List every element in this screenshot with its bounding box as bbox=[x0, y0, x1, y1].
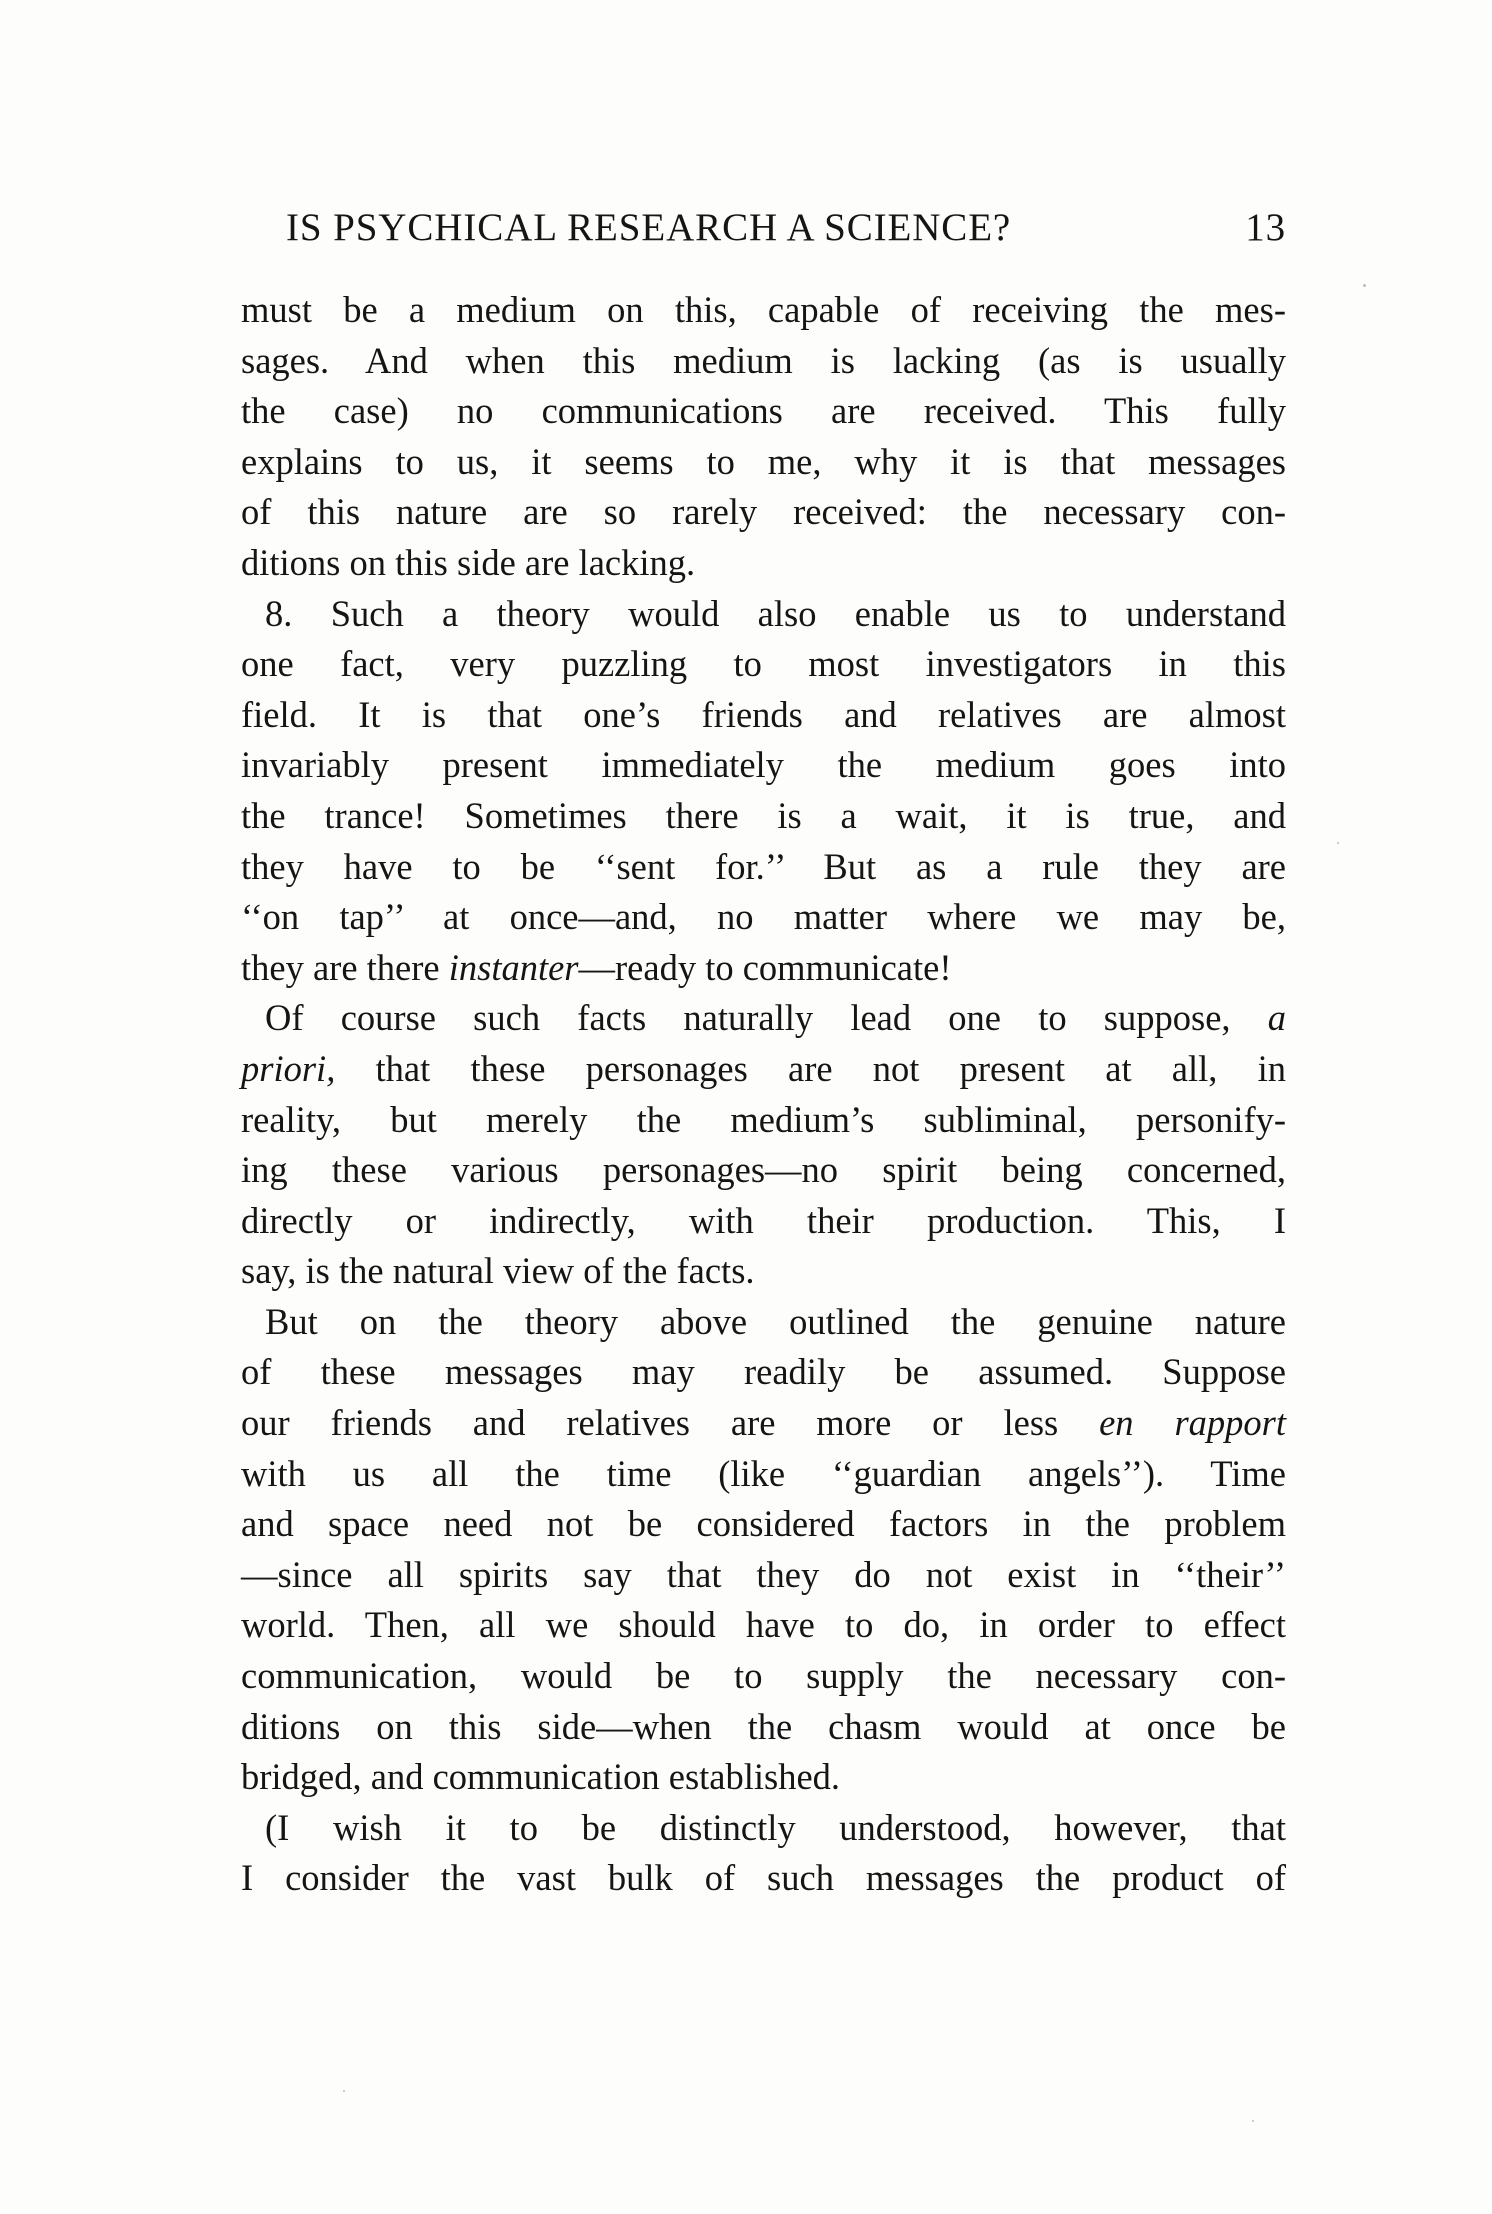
text-line: our friends and relatives are more or less en rapport bbox=[241, 1402, 1286, 1444]
text-line: I consider the vast bulk of such messages the product of bbox=[241, 1857, 1286, 1899]
text-line: of this nature are so rarely received: the necessary con- bbox=[241, 491, 1286, 533]
scan-speck bbox=[1337, 842, 1339, 844]
text-line: explains to us, it seems to me, why it is that messages bbox=[241, 440, 1286, 482]
text-line: —since all spirits say that they do not exist in ‘‘their’’ bbox=[241, 1553, 1286, 1595]
page-number: 13 bbox=[1245, 206, 1286, 249]
text-line: and space need not be considered factors in the problem bbox=[241, 1503, 1286, 1545]
text-line: communication, would be to supply the necessary con- bbox=[241, 1655, 1286, 1697]
text-line: they have to be ‘‘sent for.’’ But as a rule they are bbox=[241, 845, 1286, 887]
text-line: sages. And when this medium is lacking (as is usually bbox=[241, 339, 1286, 381]
text-line: world. Then, all we should have to do, in order to effect bbox=[241, 1604, 1286, 1646]
text-line: bridged, and communication established. bbox=[241, 1756, 841, 1798]
text-line: field. It is that one’s friends and relatives are almost bbox=[241, 693, 1286, 735]
scan-speck bbox=[1252, 2120, 1254, 2122]
text-line: ‘‘on tap’’ at once—and, no matter where we may be, bbox=[241, 896, 1286, 938]
italic-term: a bbox=[1267, 997, 1286, 1039]
text-line: priori, that these personages are not present at all, in bbox=[241, 1047, 1286, 1089]
text-line: one fact, very puzzling to most investigators in this bbox=[241, 643, 1286, 685]
text-line: say, is the natural view of the facts. bbox=[241, 1250, 755, 1292]
text-line: with us all the time (like ‘‘guardian angels’’). Time bbox=[241, 1452, 1286, 1494]
text-line: they are there instanter—ready to communicate! bbox=[241, 946, 952, 988]
italic-term: priori, bbox=[241, 1047, 336, 1089]
text-line: 8. Such a theory would also enable us to understand bbox=[265, 592, 1286, 634]
text-line: the case) no communications are received. This fully bbox=[241, 390, 1286, 432]
text-line: of these messages may readily be assumed. Suppose bbox=[241, 1351, 1286, 1393]
text-line: the trance! Sometimes there is a wait, it is true, and bbox=[241, 794, 1286, 836]
text-line: But on the theory above outlined the genuine nature bbox=[265, 1300, 1286, 1342]
text-line: (I wish it to be distinctly understood, however, that bbox=[265, 1806, 1286, 1848]
scan-speck bbox=[343, 2090, 345, 2092]
text-line: reality, but merely the medium’s subliminal, personify- bbox=[241, 1098, 1286, 1140]
page-header bbox=[286, 198, 1286, 258]
italic-term: instanter bbox=[448, 946, 579, 988]
text-line: ing these various personages—no spirit being concerned, bbox=[241, 1149, 1286, 1191]
running-title: IS PSYCHICAL RESEARCH A SCIENCE? bbox=[286, 206, 1012, 249]
text-line: Of course such facts naturally lead one to suppose, a bbox=[265, 997, 1286, 1039]
body-text bbox=[241, 285, 1286, 1904]
text-line: invariably present immediately the medium goes into bbox=[241, 744, 1286, 786]
scan-speck bbox=[1363, 284, 1366, 287]
text-line: must be a medium on this, capable of receiving the mes- bbox=[241, 289, 1286, 330]
text-line: ditions on this side are lacking. bbox=[241, 541, 696, 583]
italic-term: en rapport bbox=[1099, 1402, 1286, 1444]
text-line: directly or indirectly, with their production. This, I bbox=[241, 1199, 1286, 1241]
text-line: ditions on this side—when the chasm would at once be bbox=[241, 1705, 1286, 1747]
